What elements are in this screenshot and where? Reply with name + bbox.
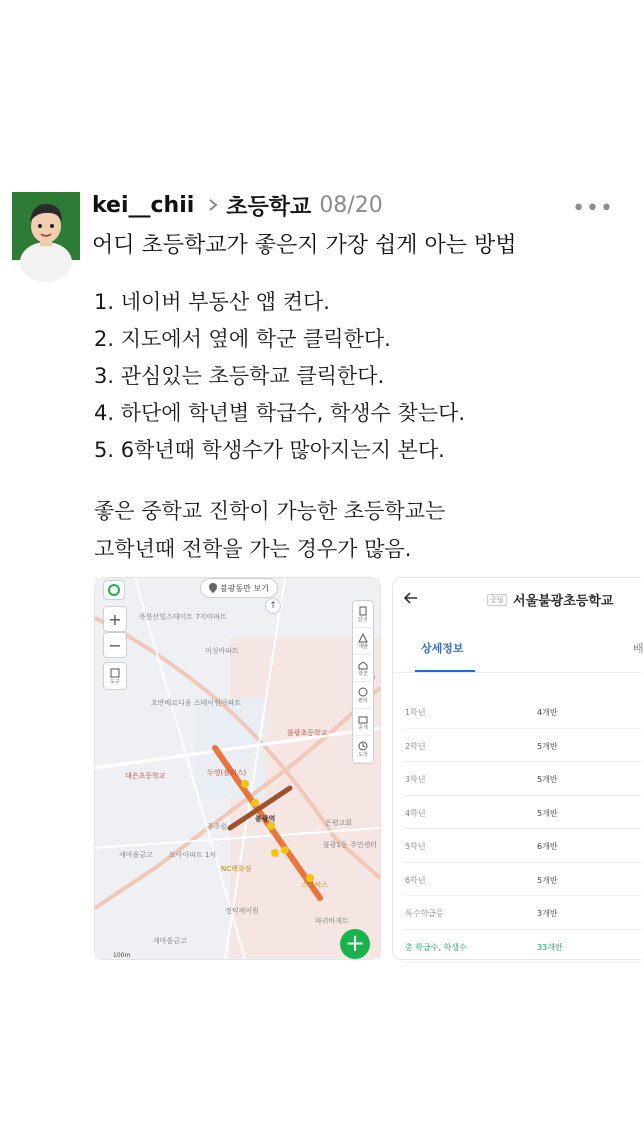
grade-cell: 특수학급등 <box>405 909 444 918</box>
public-badge: 공립 <box>487 594 507 606</box>
classes-cell: 5개반 <box>537 875 558 885</box>
map-label[interactable]: 새마을금고 <box>119 851 153 859</box>
cone-icon <box>358 633 368 643</box>
grade-cell: 6학년 <box>405 875 426 885</box>
map-label[interactable]: 두영(플리스) <box>207 769 247 777</box>
grade-cell: 총 학급수, 학생수 <box>405 942 467 952</box>
conclusion-line: 좋은 중학교 진학이 가능한 초등학교는 <box>94 499 446 523</box>
step-item: 1. 네이버 부동산 앱 켠다. <box>94 290 330 314</box>
side-item-label: 학군 <box>358 670 368 677</box>
back-arrow-icon[interactable] <box>401 588 421 608</box>
table-row <box>403 796 641 830</box>
school-icon <box>358 660 368 670</box>
map-label[interactable]: NC백화점 <box>221 865 252 873</box>
map-category-panel <box>352 600 374 764</box>
map-label[interactable]: 불광역 <box>255 815 276 823</box>
avatar[interactable] <box>12 192 80 260</box>
table-row-total <box>403 930 641 964</box>
map-label[interactable]: 대은초등학교 <box>125 772 166 780</box>
classes-cell: 4개반 <box>537 708 558 717</box>
location-icon[interactable] <box>103 580 125 600</box>
classes-cell: 6개반 <box>537 842 558 851</box>
map-scale: 100m <box>113 952 131 959</box>
school-name: 서울불광초등학교 <box>513 594 614 609</box>
side-item-label: 편의 <box>358 697 368 704</box>
map-label[interactable]: 파리바게트 <box>315 917 349 925</box>
store-icon <box>358 714 368 724</box>
classes-cell: 5개반 <box>537 741 558 751</box>
side-item-arrival[interactable] <box>353 736 373 763</box>
side-item-label: 중개 <box>358 724 368 731</box>
map-label[interactable]: 주주원 <box>207 823 228 831</box>
school-detail-screenshot <box>392 577 644 960</box>
side-item-label: 단지 <box>358 616 368 623</box>
map-screenshot[interactable] <box>94 577 381 960</box>
conclusion-line: 고학년때 전학을 가는 경우가 많음. <box>94 537 412 561</box>
side-item-complex[interactable] <box>353 601 373 628</box>
side-item-agent[interactable] <box>353 709 373 736</box>
classes-cell: 33개반 <box>537 942 563 952</box>
post-steps <box>94 284 465 469</box>
map-label[interactable]: 모아아파트 1차 <box>169 851 217 859</box>
grade-cell: 5학년 <box>405 842 426 851</box>
step-item: 3. 관심있는 초등학교 클릭한다. <box>94 364 385 388</box>
grade-cell: 1학년 <box>405 708 426 717</box>
class-table <box>403 695 641 963</box>
step-item: 5. 6학년때 학생수가 많아지는지 본다. <box>94 438 445 462</box>
classes-cell: 3개반 <box>537 909 558 918</box>
add-fab-button[interactable]: + <box>340 929 370 959</box>
layers-icon <box>110 668 120 678</box>
table-row <box>403 695 641 729</box>
tab-next[interactable]: 배 <box>633 642 644 655</box>
username[interactable]: kei__chii <box>92 192 195 218</box>
map-label[interactable]: 미성아파트 <box>205 647 239 655</box>
post-header <box>92 188 383 222</box>
tab-underline <box>415 670 475 672</box>
classes-cell: 5개반 <box>537 775 558 784</box>
more-options-icon[interactable]: ••• <box>572 196 614 221</box>
side-item-convenience[interactable] <box>353 682 373 709</box>
table-row <box>403 896 641 930</box>
table-row <box>403 863 641 897</box>
grade-cell: 3학년 <box>405 775 426 784</box>
pin-icon <box>209 583 217 593</box>
grade-cell: 2학년 <box>405 741 426 751</box>
location-filter-label: 불광동만 보기 <box>220 583 269 593</box>
tab-details[interactable]: 상세정보 <box>421 642 464 655</box>
map-label[interactable]: 새마을금고 <box>153 937 187 945</box>
step-item: 4. 하단에 학년별 학급수, 학생수 찾는다. <box>94 401 466 425</box>
map-label[interactable]: 불광초등학교 <box>287 729 328 737</box>
side-item-school[interactable] <box>353 655 373 682</box>
location-filter-pill[interactable] <box>200 578 278 598</box>
step-item: 2. 지도에서 옆에 학군 클릭한다. <box>94 327 391 351</box>
arrow-up-icon[interactable]: ↑ <box>265 598 281 614</box>
table-row <box>403 829 641 863</box>
post-title: 어디 초등학교가 좋은지 가장 쉽게 아는 방법 <box>92 233 517 258</box>
zoom-in-button[interactable]: + <box>103 606 127 632</box>
map-label[interactable]: 불광1동 주민센터 <box>323 841 378 849</box>
building-icon <box>358 606 368 616</box>
grade-cell: 4학년 <box>405 808 426 818</box>
board-link[interactable]: 초등학교 <box>226 194 312 220</box>
post-date: 08/20 <box>319 192 383 218</box>
map-label[interactable]: 스타벅스 <box>301 881 329 889</box>
map-label[interactable]: 은평교회 <box>325 819 353 827</box>
map-label[interactable]: 북한산힐스테이트 7지아파트 <box>139 613 227 621</box>
zoom-out-button[interactable]: − <box>103 632 127 658</box>
classes-cell: 5개반 <box>537 808 558 818</box>
tools-button[interactable] <box>103 662 127 690</box>
side-item-label: 개발 <box>358 643 368 650</box>
map-label[interactable]: 호반베르디움 스테이원아파트 <box>151 699 242 707</box>
tools-label: 도구 <box>110 678 120 685</box>
post-conclusion <box>94 492 445 568</box>
star-icon <box>358 687 368 697</box>
table-row <box>403 762 641 796</box>
clock-icon <box>358 741 368 751</box>
side-item-development[interactable] <box>353 628 373 655</box>
detail-tabs <box>393 622 644 673</box>
table-row <box>403 729 641 763</box>
chevron-right-icon <box>206 198 220 212</box>
map-label[interactable]: 정익제이원 <box>225 907 259 915</box>
side-item-label: 도착 <box>358 751 368 758</box>
